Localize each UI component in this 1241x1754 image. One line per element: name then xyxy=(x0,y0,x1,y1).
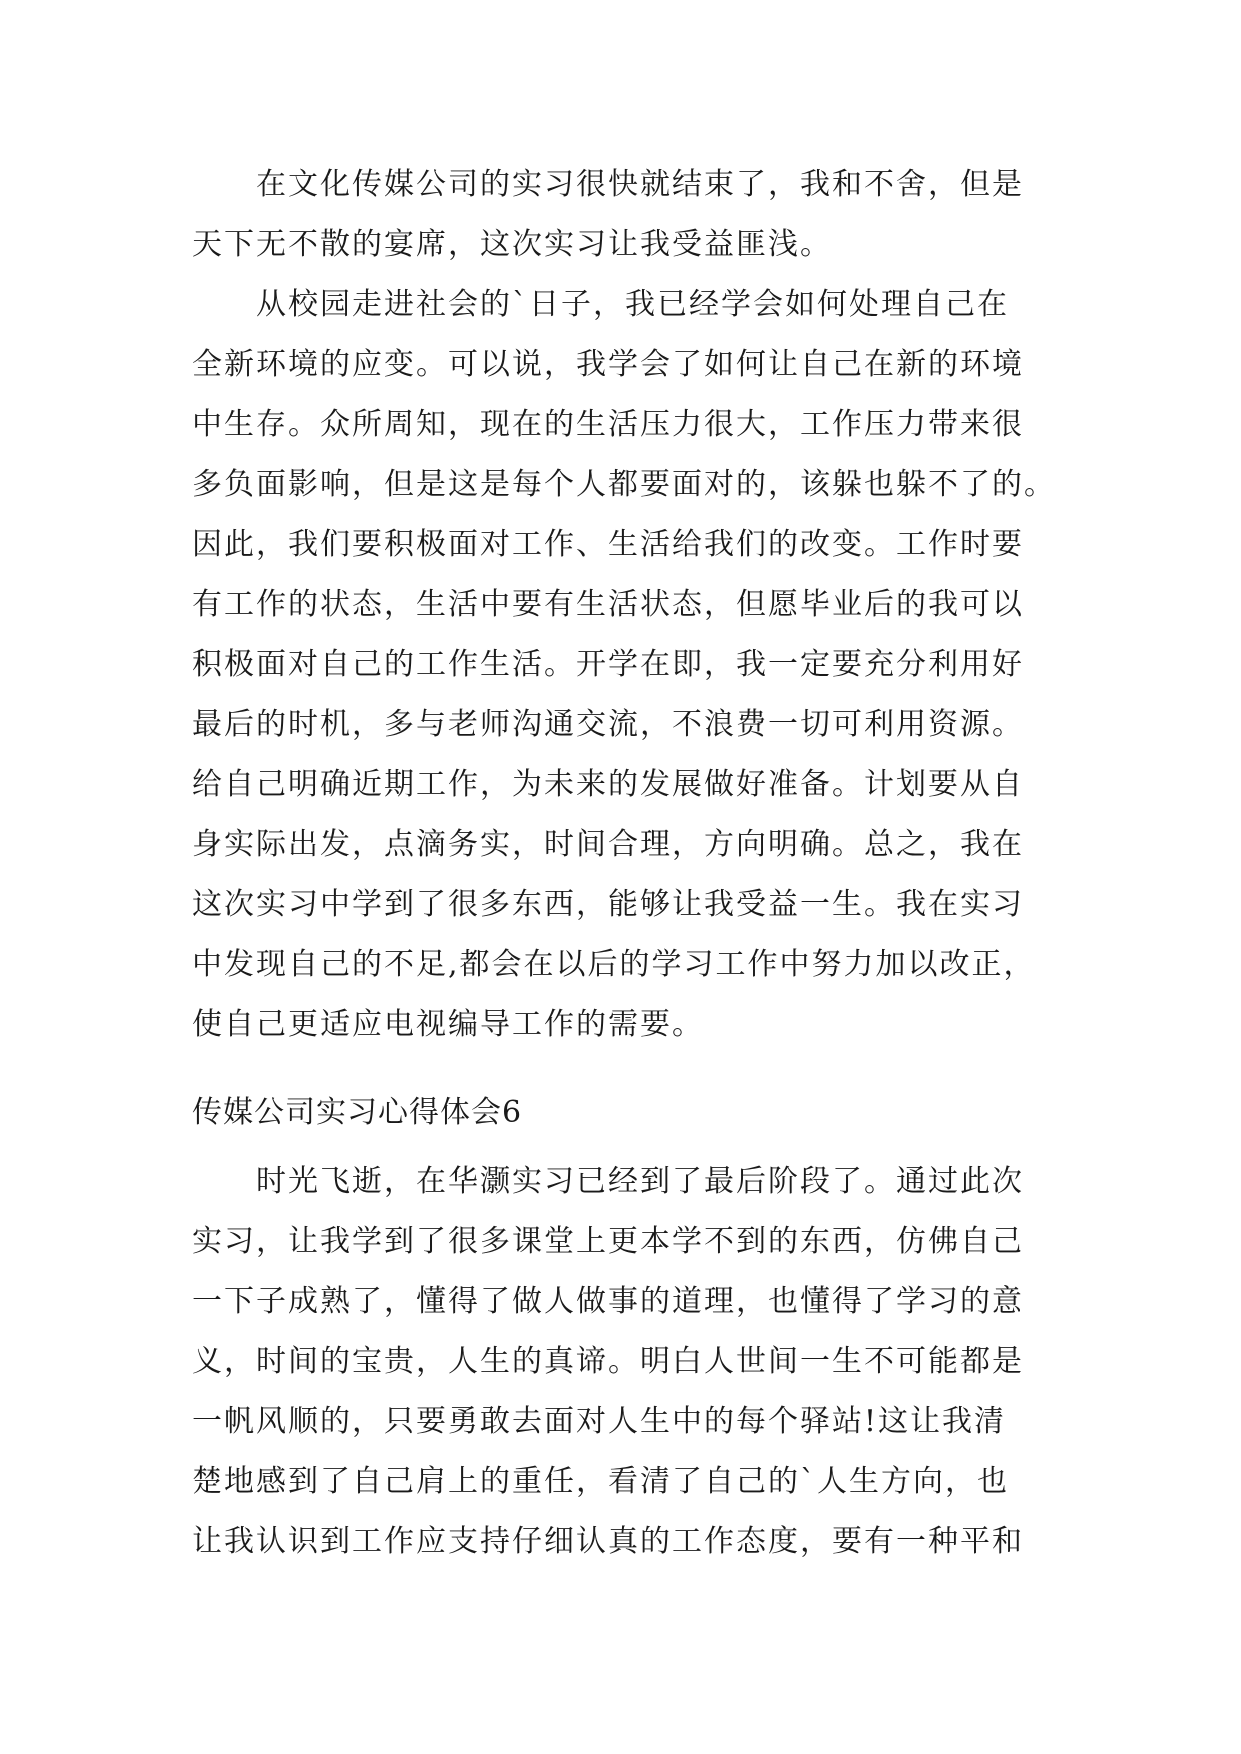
text-line: 全新环境的应变。可以说，我学会了如何让自己在新的环境 xyxy=(192,347,1024,382)
text-line: 让我认识到工作应支持仔细认真的工作态度，要有一种平和 xyxy=(192,1524,1024,1559)
text-line: 楚地感到了自己肩上的重任，看清了自己的`人生方向，也 xyxy=(192,1464,1009,1499)
text-line: 一下子成熟了，懂得了做人做事的道理，也懂得了学习的意 xyxy=(192,1284,1024,1319)
text-line: 身实际出发，点滴务实，时间合理，方向明确。总之，我在 xyxy=(192,827,1024,862)
text-line: 从校园走进社会的`日子，我已经学会如何处理自己在 xyxy=(256,287,1009,322)
section-heading: 传媒公司实习心得体会6 xyxy=(192,1095,523,1130)
text-line: 有工作的状态，生活中要有生活状态，但愿毕业后的我可以 xyxy=(192,587,1024,622)
text-line: 义，时间的宝贵，人生的真谛。明白人世间一生不可能都是 xyxy=(192,1344,1024,1379)
text-line: 最后的时机，多与老师沟通交流，不浪费一切可利用资源。 xyxy=(192,707,1024,742)
text-line: 给自己明确近期工作，为未来的发展做好准备。计划要从自 xyxy=(192,767,1024,802)
text-line: 实习，让我学到了很多课堂上更本学不到的东西，仿佛自己 xyxy=(192,1224,1024,1259)
text-line: 天下无不散的宴席，这次实习让我受益匪浅。 xyxy=(192,227,832,262)
paragraph-group-2 xyxy=(192,1152,1050,1572)
text-line: 因此，我们要积极面对工作、生活给我们的改变。工作时要 xyxy=(192,527,1024,562)
text-line: 中生存。众所周知，现在的生活压力很大，工作压力带来很 xyxy=(192,407,1024,442)
text-line: 在文化传媒公司的实习很快就结束了，我和不舍，但是 xyxy=(256,167,1024,202)
text-line: 多负面影响，但是这是每个人都要面对的，该躲也躲不了的。 xyxy=(192,467,1056,502)
text-line: 使自己更适应电视编导工作的需要。 xyxy=(192,1007,704,1042)
text-line: 中发现自己的不足,都会在以后的学习工作中努力加以改正， xyxy=(192,947,1036,982)
text-line: 积极面对自己的工作生活。开学在即，我一定要充分利用好 xyxy=(192,647,1024,682)
text-line: 这次实习中学到了很多东西，能够让我受益一生。我在实习 xyxy=(192,887,1024,922)
text-line: 一帆风顺的，只要勇敢去面对人生中的每个驿站!这让我清 xyxy=(192,1404,1007,1439)
text-line: 时光飞逝，在华灏实习已经到了最后阶段了。通过此次 xyxy=(256,1164,1024,1199)
paragraph-group-1 xyxy=(192,155,1056,1055)
